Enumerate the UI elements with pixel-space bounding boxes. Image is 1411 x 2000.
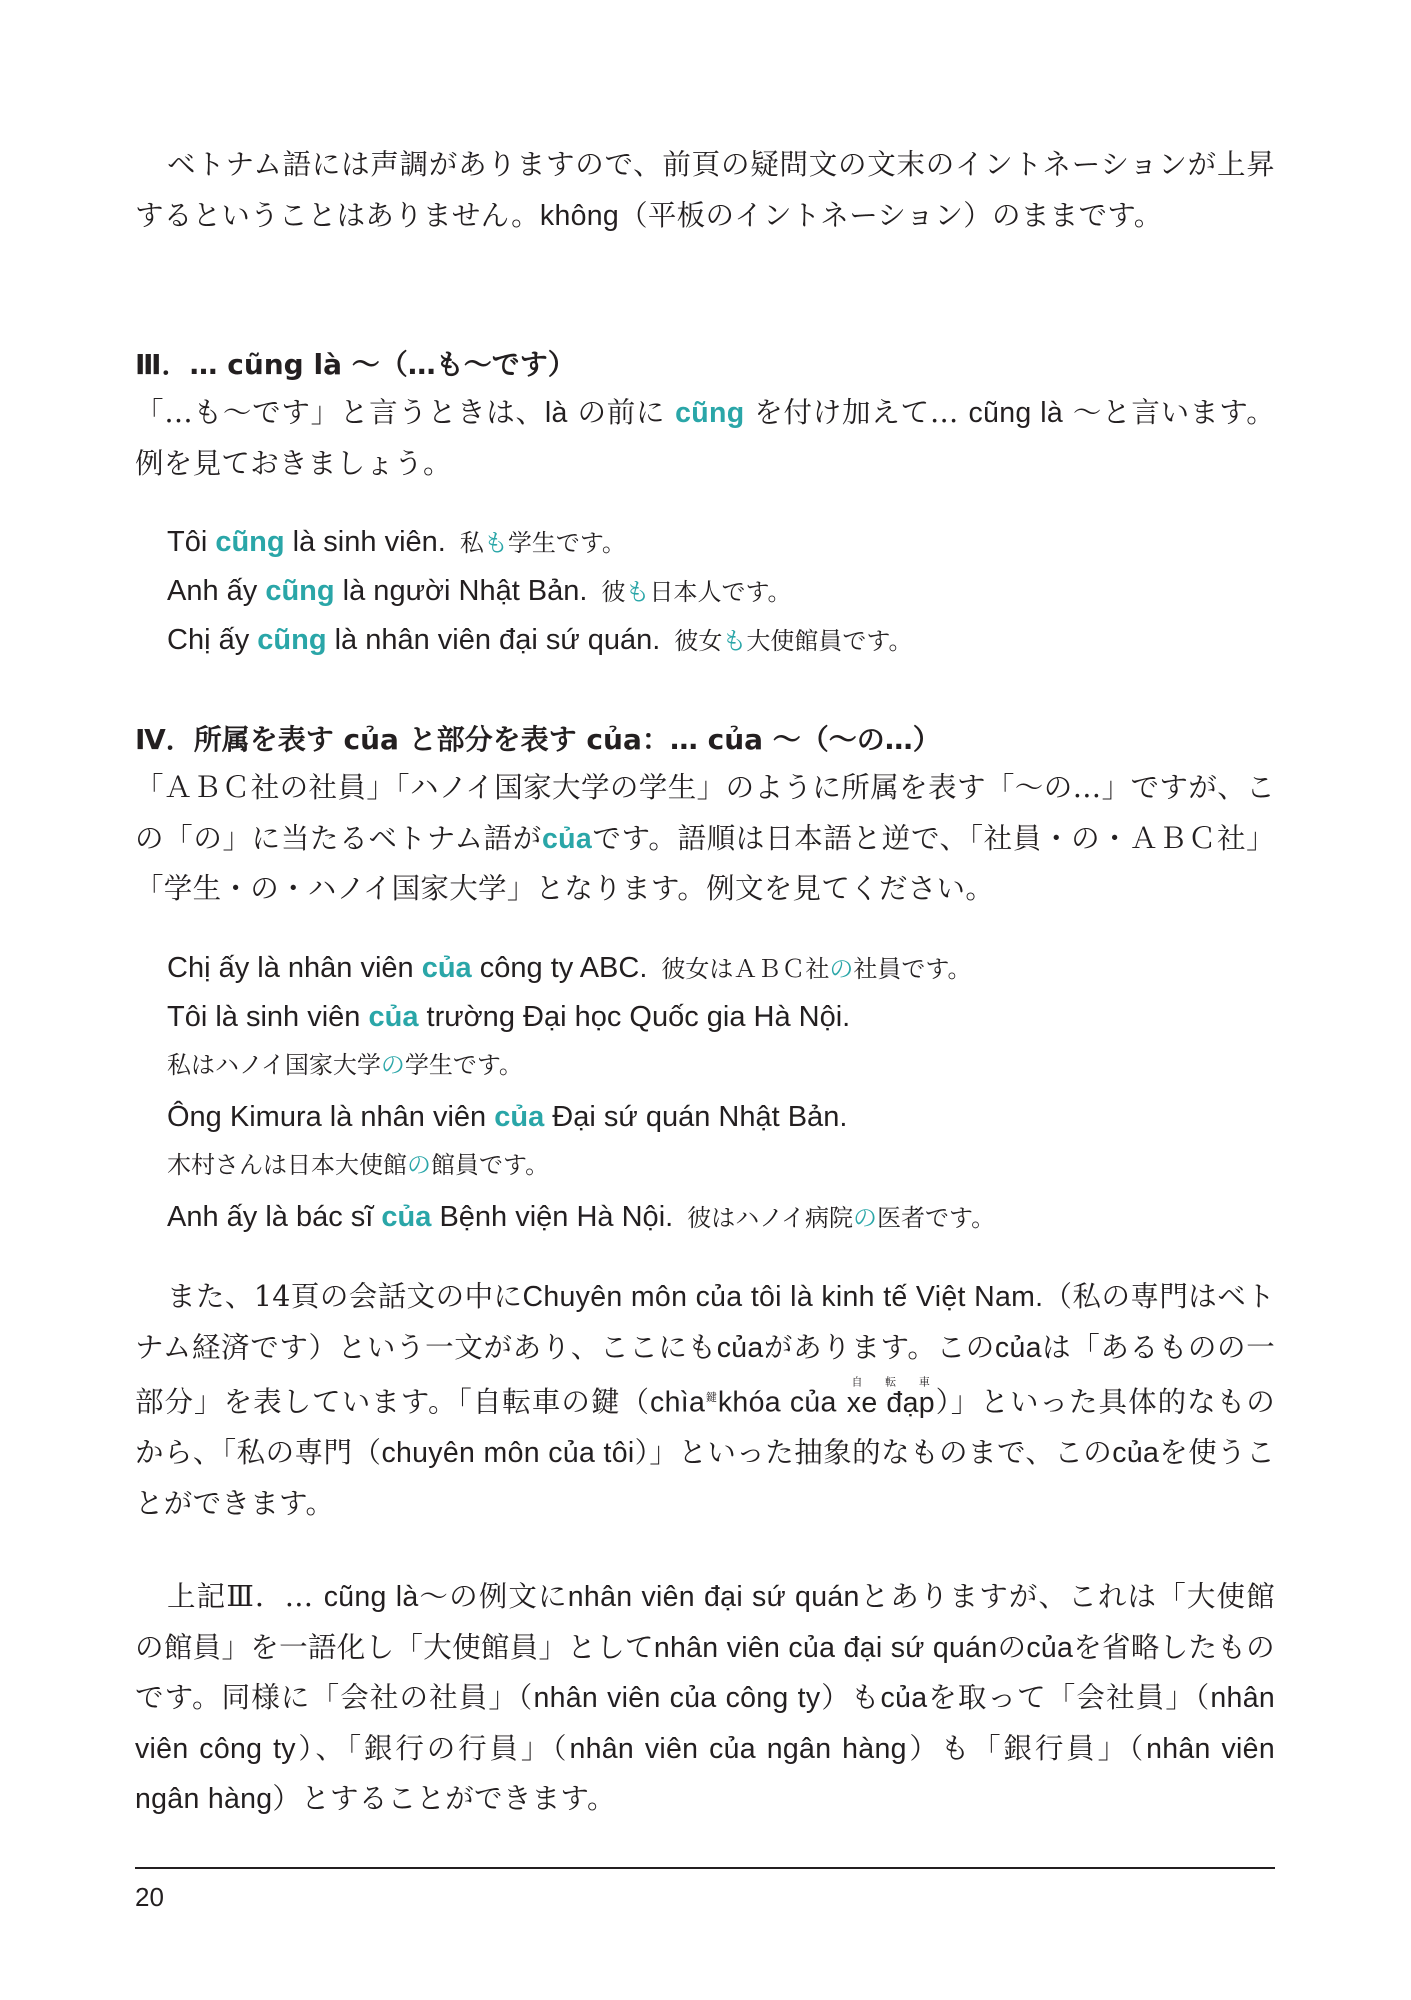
furigana: 自 転 車 — [846, 1375, 935, 1389]
p3-vi: của — [1026, 1631, 1074, 1664]
s3-text-c: の前に — [567, 396, 676, 429]
p2-vi: của — [994, 1331, 1042, 1364]
intro-vi-term: không — [539, 199, 620, 232]
example-sentence — [167, 1197, 995, 1237]
section-4-heading: Ⅳ．所属を表す của と部分を表す của：… của 〜（〜の…） — [135, 723, 941, 756]
example-vi-highlight: của — [368, 1001, 419, 1033]
example-ja-text: 学生です。 — [507, 529, 626, 557]
example-ja — [687, 1204, 995, 1232]
p3-text: 上記Ⅲ．… — [167, 1580, 324, 1613]
p2-vi: của — [716, 1331, 764, 1364]
example-vi: trường Đại học Quốc gia Hà Nội. — [418, 1001, 851, 1033]
example-ja-text: 医者です。 — [877, 1204, 996, 1232]
p3-vi: nhân viên ngân hàng — [135, 1732, 1275, 1815]
p2-vi: xe đạp — [846, 1386, 935, 1419]
example-ja — [674, 627, 912, 655]
p3-vi: nhân viên của ngân hàng — [569, 1732, 907, 1765]
example-ja-text: 木村さんは日本大使館 — [167, 1151, 407, 1179]
p3-text: 〜の例文に — [418, 1580, 568, 1613]
example-sentence — [167, 522, 626, 562]
p2-text: また、14頁の会話文の中に — [167, 1280, 523, 1313]
example-vi-highlight: cũng — [257, 624, 327, 656]
p3-text: ）も「銀行員」（ — [906, 1731, 1147, 1765]
s3-text-a: 「…も〜です」と言うときは、 — [135, 396, 545, 429]
example-sentence — [167, 997, 850, 1036]
p3-text: を取って「会社員」（ — [927, 1681, 1211, 1714]
example-sentence — [167, 620, 912, 660]
example-ja-text: 大使館員です。 — [746, 627, 913, 655]
example-ja-text: 彼女はＡＢＣ社 — [661, 955, 830, 983]
example-ja — [601, 578, 791, 606]
example-vi-highlight: của — [381, 1201, 432, 1233]
example-vi-highlight: cũng — [215, 526, 285, 558]
example-ja — [661, 955, 971, 983]
s3-vi-la: là — [544, 397, 568, 429]
example-ja-text: 彼はハノイ病院 — [687, 1204, 854, 1232]
p2-vi: khóa của — [717, 1386, 837, 1419]
example-vi: Chị ấy — [167, 624, 258, 656]
example-ja-text: 彼女 — [674, 627, 723, 655]
p3-vi: nhân viên đại sứ quán — [567, 1581, 860, 1613]
example-vi: Tôi là sinh viên — [167, 1001, 369, 1033]
example-vi: Chị ấy là nhân viên — [167, 952, 422, 984]
p2-vi-ruby — [846, 1375, 935, 1419]
p2-text: ）」といった具体的なものから、「私の専門（ — [135, 1385, 1276, 1469]
p3-text: ）も — [820, 1681, 881, 1714]
example-ja-text: 社員です。 — [853, 955, 972, 983]
example-ja-text: 私はハノイ国家大学 — [167, 1051, 381, 1079]
p2-text: ）」といった抽象的なものまで、この — [634, 1436, 1113, 1469]
paragraph-cua-part — [135, 1272, 1275, 1529]
p3-vi: của — [880, 1682, 928, 1714]
example-vi: Tôi — [167, 526, 216, 558]
p3-text: を省略したものです。同様に「会社の社員」（ — [135, 1630, 1275, 1714]
example-ja-text: 学生です。 — [404, 1051, 523, 1079]
p3-vi: nhân viên của đại sứ quán — [653, 1631, 998, 1664]
p3-vi: nhân viên của công ty — [533, 1682, 821, 1714]
s3-text-f: 〜と言います。例を見ておきましょう。 — [135, 396, 1275, 480]
page-number: 20 — [135, 1882, 164, 1912]
example-ja-text: 私 — [459, 529, 484, 557]
p3-text: とありますが、これは「大使館の館員」を一語化し「大使館員」として — [135, 1580, 1275, 1664]
example-ja-text: 日本人です。 — [649, 578, 792, 606]
example-ja-text: 館員です。 — [431, 1151, 550, 1179]
furigana: 鍵 — [705, 1391, 718, 1404]
example-vi: công ty ABC. — [471, 952, 648, 984]
p3-text: の — [997, 1630, 1027, 1664]
example-vi: là sinh viên. — [284, 526, 446, 558]
intro-text-end: （平板のイントネーション）のままです。 — [619, 198, 1163, 232]
example-ja-highlight: の — [829, 955, 854, 983]
s3-text-d: を付け加えて… — [744, 396, 969, 429]
p3-vi: nhân viên công ty — [135, 1682, 1275, 1765]
example-vi: là nhân viên đại sứ quán. — [326, 624, 661, 656]
example-vi-highlight: cũng — [265, 575, 335, 607]
example-ja-text: 彼 — [601, 578, 626, 606]
p2-vi: của — [1112, 1437, 1160, 1469]
p3-text: ）、「銀行の行員」（ — [295, 1731, 570, 1765]
s4-text-b: です。語順は日本語と逆で、「社員・の・ＡＢＣ社」「学生・の・ハノイ国家大学」となります。例文を見てください。 — [135, 821, 1275, 905]
example-ja-highlight: の — [380, 1051, 405, 1079]
p2-text: は「あるものの一部分」を表しています。「自転車の鍵（ — [135, 1330, 1275, 1419]
s3-vi-cung-la: cũng là — [968, 397, 1063, 429]
example-vi-highlight: của — [421, 952, 472, 984]
p2-vi: chìa — [650, 1386, 706, 1419]
p2-text: を使うことができます。 — [135, 1436, 1276, 1520]
intro-paragraph — [135, 140, 1275, 241]
example-vi: Bệnh viện Hà Nội. — [431, 1201, 674, 1233]
example-vi: là người Nhật Bản. — [334, 575, 588, 607]
p2-vi: Chuyên môn của tôi là kinh tế Việt Nam. — [522, 1281, 1044, 1313]
example-ja — [460, 529, 626, 557]
p2-text: があります。この — [763, 1330, 995, 1364]
section-3-heading: Ⅲ．… cũng là 〜（…も〜です） — [135, 348, 576, 381]
section-4-paragraph — [135, 763, 1275, 915]
example-sentence — [167, 948, 972, 988]
example-sentence — [167, 1097, 847, 1136]
paragraph-omission-note — [135, 1572, 1275, 1825]
example-sentence — [167, 571, 792, 611]
example-ja-line — [167, 1048, 523, 1082]
example-vi: Đại sứ quán Nhật Bản. — [544, 1101, 848, 1133]
s4-text-a: 「ＡＢＣ社の社員」「ハノイ国家大学の学生」のように所属を表す「〜の…」ですが、この「の」に当たるベトナム語が — [135, 771, 1275, 855]
example-ja-highlight: も — [483, 529, 508, 557]
example-vi: Anh ấy — [167, 575, 266, 607]
example-ja-highlight: も — [722, 627, 747, 655]
example-ja-highlight: も — [625, 578, 650, 606]
example-ja-highlight: の — [853, 1204, 878, 1232]
p2-text: （私の専門はベトナム経済です）という一文があり、ここにも — [135, 1280, 1275, 1364]
section-3-paragraph — [135, 388, 1275, 489]
p3-vi: cũng là — [323, 1581, 419, 1613]
s4-vi-cua: của — [541, 822, 592, 855]
example-ja-highlight: の — [407, 1151, 431, 1179]
s3-vi-cung: cũng — [675, 397, 745, 429]
p2-vi: chuyên môn của tôi — [381, 1437, 635, 1469]
intro-text: ベトナム語には声調がありますので、前頁の疑問文の文末のイントネーションが上昇するということはありません。 — [135, 148, 1275, 232]
example-vi-highlight: của — [494, 1101, 545, 1133]
example-vi: Anh ấy là bác sĩ — [167, 1201, 382, 1233]
example-vi: Ông Kimura là nhân viên — [167, 1101, 495, 1133]
example-ja-line — [167, 1148, 549, 1182]
p3-text: ）とすることができます。 — [272, 1782, 616, 1815]
footer-divider — [135, 1867, 1275, 1869]
